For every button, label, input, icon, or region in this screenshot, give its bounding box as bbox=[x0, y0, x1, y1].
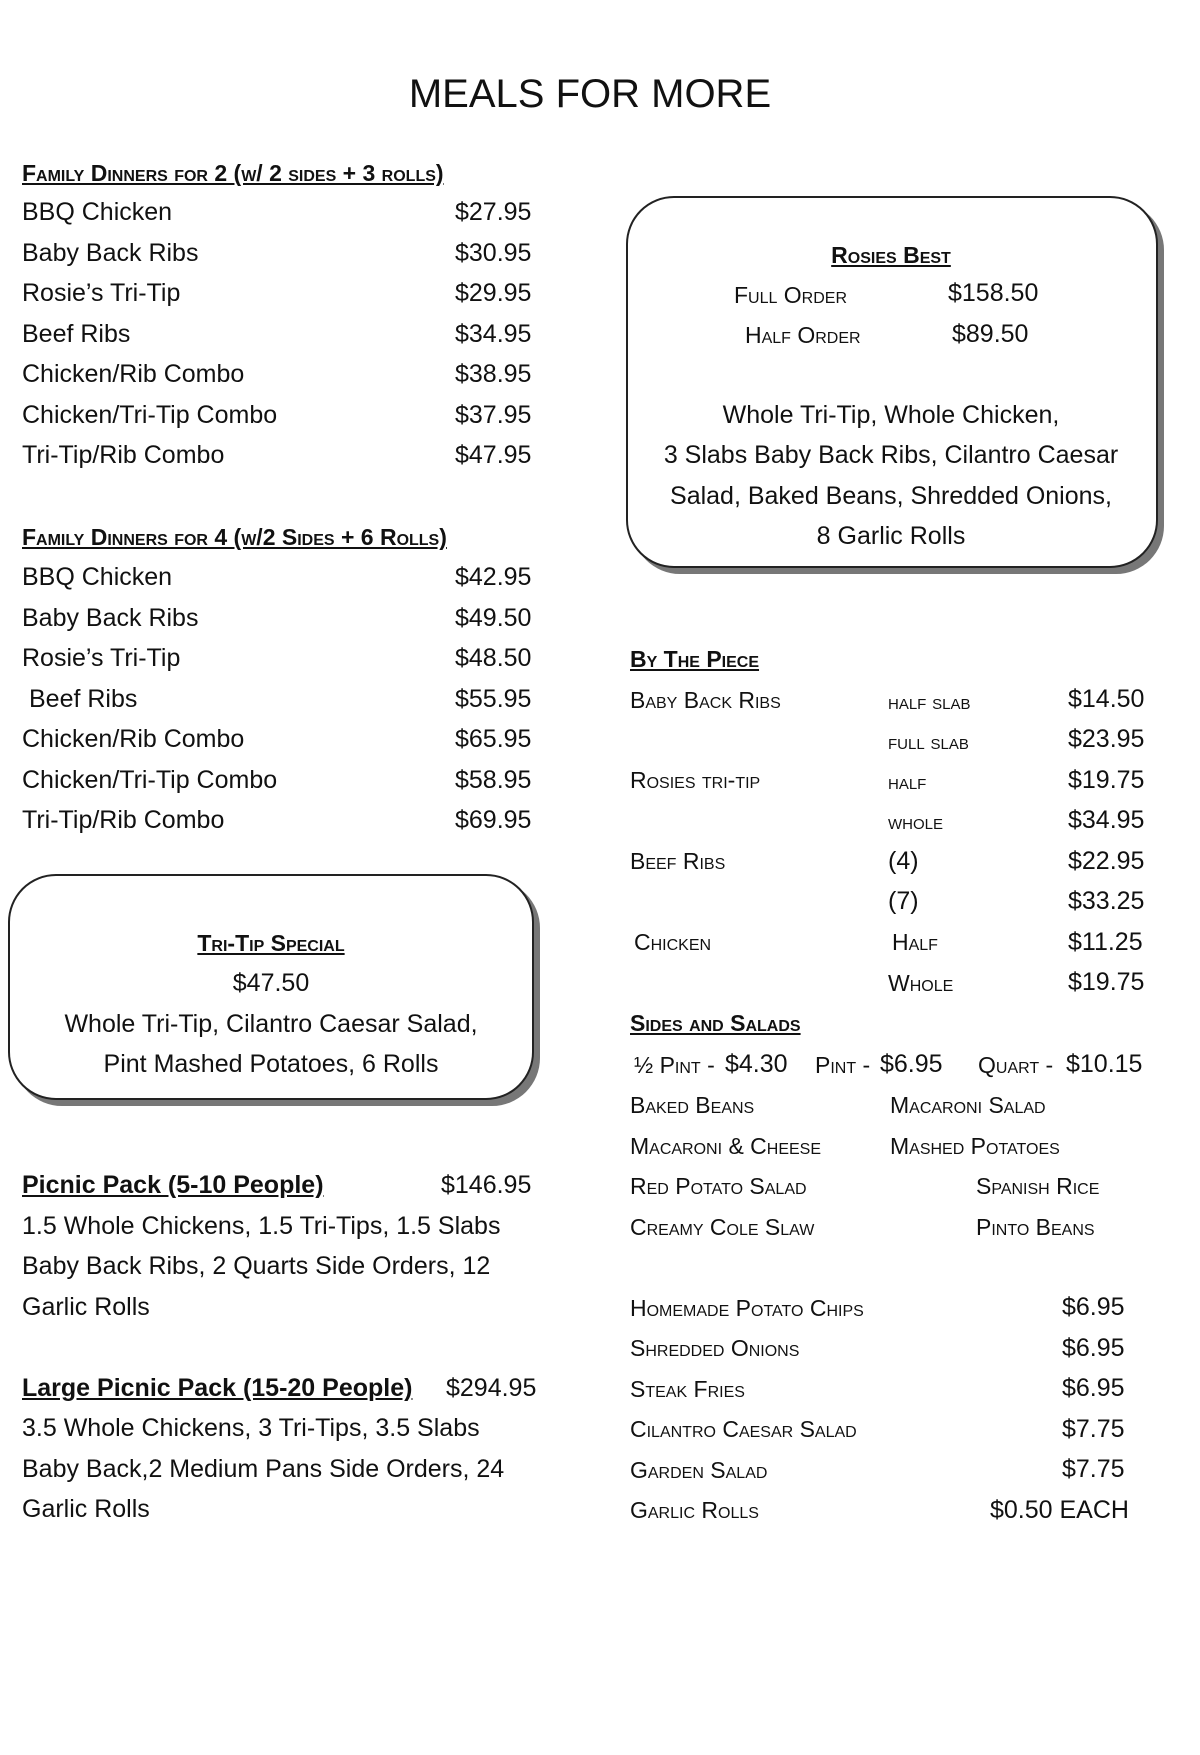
piece-price: $14.50 bbox=[1068, 685, 1145, 713]
piece-size: whole bbox=[888, 811, 944, 834]
extra-item-price: $7.75 bbox=[1062, 1415, 1125, 1443]
tritip-special-heading: Tri-Tip Special bbox=[197, 930, 345, 956]
piece-size: (7) bbox=[888, 887, 919, 915]
extra-item-name: Steak Fries bbox=[630, 1376, 745, 1402]
picnic-pack-name: Picnic Pack (5-10 People) bbox=[22, 1171, 324, 1199]
family-4-heading: Family Dinners for 4 (w/2 Sides + 6 Rolls) bbox=[22, 524, 447, 550]
pint-price: $6.95 bbox=[880, 1050, 943, 1078]
side-item: Mashed Potatoes bbox=[890, 1133, 1060, 1159]
picnic-pack-price: $146.95 bbox=[441, 1171, 532, 1199]
half-order-price: $89.50 bbox=[952, 320, 1029, 348]
full-order-label: Full Order bbox=[734, 282, 848, 308]
quart-price: $10.15 bbox=[1066, 1050, 1143, 1078]
extra-item-name: Garden Salad bbox=[630, 1457, 768, 1483]
large-picnic-pack-name: Large Picnic Pack (15-20 People) bbox=[22, 1374, 413, 1402]
rosies-best-desc: 3 Slabs Baby Back Ribs, Cilantro Caesar bbox=[663, 441, 1119, 469]
piece-item: Rosies tri-tip bbox=[630, 767, 761, 793]
menu-item-name: BBQ Chicken bbox=[22, 198, 173, 226]
piece-size: (4) bbox=[888, 847, 919, 875]
menu-item-price: $27.95 bbox=[455, 198, 532, 226]
piece-price: $11.25 bbox=[1068, 928, 1143, 956]
menu-item-price: $34.95 bbox=[455, 320, 532, 348]
side-item: Pinto Beans bbox=[976, 1214, 1095, 1240]
menu-item-price: $65.95 bbox=[455, 725, 532, 753]
menu-item-price: $42.95 bbox=[455, 563, 532, 591]
menu-item-price: $30.95 bbox=[455, 239, 532, 267]
menu-item-price: $58.95 bbox=[455, 766, 532, 794]
extra-item-price: $6.95 bbox=[1062, 1293, 1125, 1321]
large-picnic-pack-desc: Garlic Rolls bbox=[22, 1495, 150, 1523]
menu-item-price: $29.95 bbox=[455, 279, 532, 307]
extra-item-name: Cilantro Caesar Salad bbox=[630, 1416, 857, 1442]
piece-size: Whole bbox=[888, 970, 954, 996]
menu-item-price: $38.95 bbox=[455, 360, 532, 388]
extra-item-price: $6.95 bbox=[1062, 1374, 1125, 1402]
extra-item-name: Homemade Potato Chips bbox=[630, 1295, 864, 1321]
menu-item-price: $48.50 bbox=[455, 644, 532, 672]
rosies-best-desc: 8 Garlic Rolls bbox=[816, 522, 966, 550]
extra-item-name: Garlic Rolls bbox=[630, 1497, 759, 1523]
menu-item-name: Tri-Tip/Rib Combo bbox=[22, 806, 225, 834]
menu-item-name: Beef Ribs bbox=[22, 320, 131, 348]
menu-item-name: Rosie’s Tri-Tip bbox=[22, 279, 181, 307]
picnic-pack-desc: 1.5 Whole Chickens, 1.5 Tri-Tips, 1.5 Slabs bbox=[22, 1212, 501, 1240]
menu-item-name: Chicken/Rib Combo bbox=[22, 725, 245, 753]
piece-size: full slab bbox=[888, 731, 969, 754]
half-order-label: Half Order bbox=[745, 322, 861, 348]
menu-item-name: Baby Back Ribs bbox=[22, 239, 199, 267]
tritip-special-desc: Whole Tri-Tip, Cilantro Caesar Salad, bbox=[64, 1010, 478, 1038]
side-item: Spanish Rice bbox=[976, 1173, 1100, 1199]
side-item: Macaroni Salad bbox=[890, 1092, 1046, 1118]
menu-item-name: Baby Back Ribs bbox=[22, 604, 199, 632]
large-picnic-pack-desc: 3.5 Whole Chickens, 3 Tri-Tips, 3.5 Slabs bbox=[22, 1414, 480, 1442]
menu-item-name: BBQ Chicken bbox=[22, 563, 173, 591]
piece-price: $22.95 bbox=[1068, 847, 1145, 875]
large-picnic-pack-desc: Baby Back,2 Medium Pans Side Orders, 24 bbox=[22, 1455, 505, 1483]
side-item: Baked Beans bbox=[630, 1092, 755, 1118]
menu-item-name: Beef Ribs bbox=[29, 685, 138, 713]
piece-price: $19.75 bbox=[1068, 968, 1145, 996]
full-order-price: $158.50 bbox=[948, 279, 1039, 307]
pint-label: Pint - bbox=[815, 1052, 871, 1078]
piece-item: Chicken bbox=[634, 929, 712, 955]
side-item: Red Potato Salad bbox=[630, 1173, 807, 1199]
menu-item-name: Rosie’s Tri-Tip bbox=[22, 644, 181, 672]
rosies-best-desc: Whole Tri-Tip, Whole Chicken, bbox=[722, 401, 1060, 429]
picnic-pack-desc: Garlic Rolls bbox=[22, 1293, 150, 1321]
piece-price: $19.75 bbox=[1068, 766, 1145, 794]
piece-size: half bbox=[888, 771, 927, 794]
quart-label: Quart - bbox=[978, 1052, 1054, 1078]
by-the-piece-heading: By The Piece bbox=[630, 646, 760, 672]
piece-size: Half bbox=[892, 929, 938, 955]
menu-item-price: $69.95 bbox=[455, 806, 532, 834]
extra-item-name: Shredded Onions bbox=[630, 1335, 800, 1361]
family-2-heading: Family Dinners for 2 (w/ 2 sides + 3 rolls) bbox=[22, 160, 444, 186]
menu-item-name: Chicken/Tri-Tip Combo bbox=[22, 401, 278, 429]
rosies-best-desc: Salad, Baked Beans, Shredded Onions, bbox=[670, 482, 1112, 510]
menu-item-price: $47.95 bbox=[455, 441, 532, 469]
half-pint-price: $4.30 bbox=[725, 1050, 788, 1078]
piece-price: $33.25 bbox=[1068, 887, 1145, 915]
side-item: Creamy Cole Slaw bbox=[630, 1214, 815, 1240]
rosies-best-heading: Rosies Best bbox=[831, 242, 951, 268]
tritip-special-price: $47.50 bbox=[232, 969, 310, 997]
piece-item: Baby Back Ribs bbox=[630, 687, 781, 713]
piece-size: half slab bbox=[888, 691, 971, 714]
menu-item-price: $55.95 bbox=[455, 685, 532, 713]
extra-item-price: $0.50 EACH bbox=[990, 1496, 1129, 1524]
menu-item-price: $49.50 bbox=[455, 604, 532, 632]
picnic-pack-desc: Baby Back Ribs, 2 Quarts Side Orders, 12 bbox=[22, 1252, 491, 1280]
page-title: MEALS FOR MORE bbox=[408, 72, 772, 116]
extra-item-price: $7.75 bbox=[1062, 1455, 1125, 1483]
side-item: Macaroni & Cheese bbox=[630, 1133, 822, 1159]
large-picnic-pack-price: $294.95 bbox=[446, 1374, 537, 1402]
extra-item-price: $6.95 bbox=[1062, 1334, 1125, 1362]
menu-item-price: $37.95 bbox=[455, 401, 532, 429]
half-pint-label: ½ Pint - bbox=[634, 1052, 715, 1078]
menu-item-name: Chicken/Tri-Tip Combo bbox=[22, 766, 278, 794]
menu-item-name: Chicken/Rib Combo bbox=[22, 360, 245, 388]
sides-heading: Sides and Salads bbox=[630, 1010, 801, 1036]
piece-price: $34.95 bbox=[1068, 806, 1145, 834]
menu-item-name: Tri-Tip/Rib Combo bbox=[22, 441, 225, 469]
piece-price: $23.95 bbox=[1068, 725, 1145, 753]
tritip-special-desc: Pint Mashed Potatoes, 6 Rolls bbox=[103, 1050, 439, 1078]
piece-item: Beef Ribs bbox=[630, 848, 726, 874]
